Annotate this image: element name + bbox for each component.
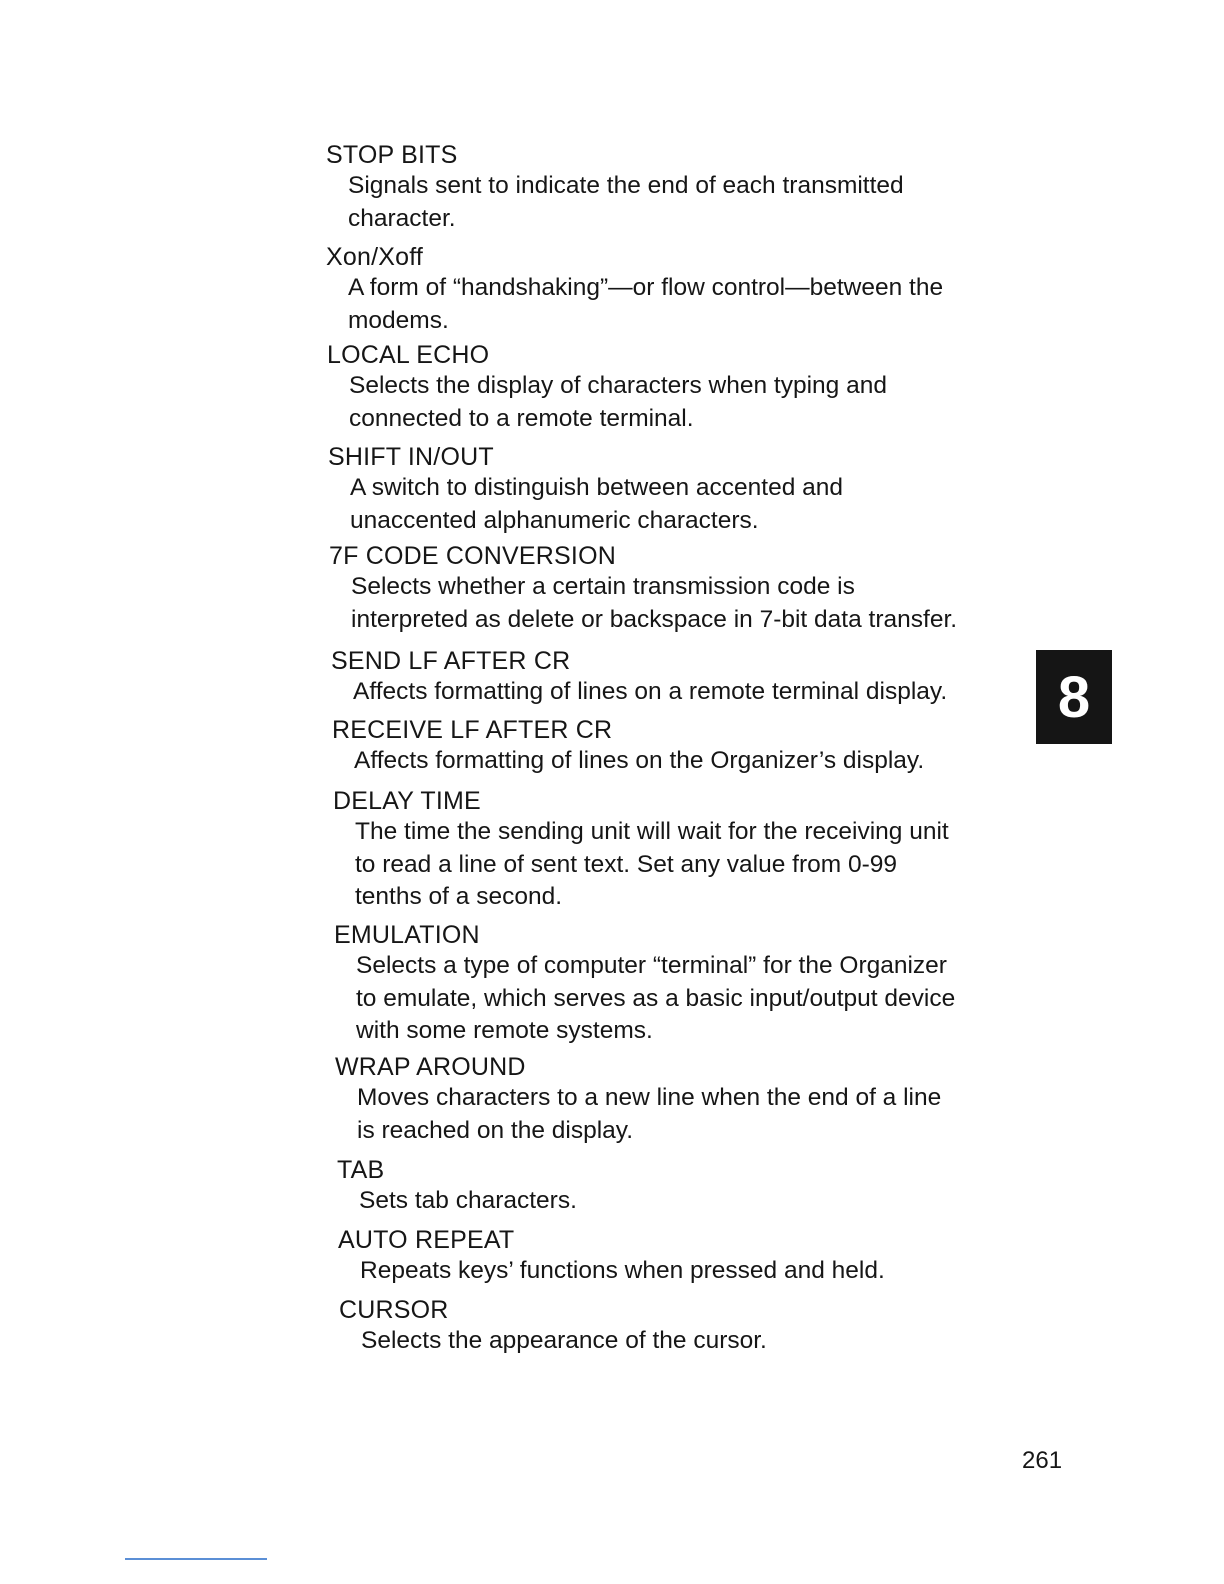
entry-stop-bits [326, 140, 904, 235]
entry-term: DELAY TIME [333, 787, 481, 815]
description-line: connected to a remote terminal. [349, 404, 694, 432]
entry-term: WRAP AROUND [335, 1053, 526, 1081]
entry-wrap-around [335, 1052, 941, 1147]
description-line: Moves characters to a new line when the end of a line [357, 1084, 942, 1111]
entry-term: TAB [337, 1156, 385, 1184]
entry-term: 7F CODE CONVERSION [329, 542, 616, 570]
description-line: The time the sending unit will wait for the receiving unit [355, 818, 949, 845]
description-line: Repeats keys’ functions when pressed and held. [360, 1257, 885, 1284]
description-line: Selects the display of characters when typing and [349, 372, 887, 399]
description-line: unaccented alphanumeric characters. [350, 506, 759, 534]
entry-description [349, 370, 887, 435]
entry-term: STOP BITS [326, 141, 458, 169]
description-line: character. [348, 204, 456, 232]
description-line: Affects formatting of lines on the Organizer’s display. [354, 747, 925, 774]
description-line: Sets tab characters. [359, 1187, 577, 1214]
entry-xon-xoff [326, 242, 943, 337]
description-line: Selects a type of computer “terminal” for the Organizer [356, 952, 947, 979]
entry-7f-code-conversion [329, 541, 957, 636]
entry-term: AUTO REPEAT [338, 1226, 515, 1254]
chapter-tab: 8 [1036, 650, 1112, 744]
entry-shift-in-out [328, 442, 843, 537]
description-line: is reached on the display. [357, 1116, 634, 1144]
entry-description [354, 745, 924, 778]
entry-description [348, 170, 904, 235]
entry-auto-repeat [338, 1225, 885, 1288]
entry-description [356, 950, 955, 1048]
entry-description [348, 272, 943, 337]
page-number: 261 [1022, 1447, 1063, 1474]
entry-local-echo [327, 340, 887, 435]
entry-term: SEND LF AFTER CR [331, 647, 571, 675]
bottom-rule [125, 1558, 267, 1560]
description-line: Affects formatting of lines on a remote terminal display. [353, 678, 948, 705]
entry-term: SHIFT IN/OUT [328, 443, 494, 471]
description-line: tenths of a second. [355, 883, 563, 910]
entry-receive-lf-after-cr [332, 715, 924, 778]
description-line: with some remote systems. [356, 1017, 653, 1044]
description-line: modems. [348, 306, 449, 334]
description-line: A form of “handshaking”—or flow control—between the [348, 274, 944, 301]
entry-description [351, 571, 957, 636]
description-line: Selects the appearance of the cursor. [361, 1327, 767, 1354]
entry-tab [337, 1155, 577, 1218]
entry-description [359, 1185, 577, 1218]
description-line: to emulate, which serves as a basic input/output device [356, 984, 956, 1012]
entry-term: RECEIVE LF AFTER CR [332, 716, 613, 744]
description-line: to read a line of sent text. Set any value from 0-99 [355, 850, 898, 878]
entry-delay-time [333, 786, 949, 914]
entry-term: CURSOR [339, 1296, 449, 1324]
description-line: Selects whether a certain transmission code is [351, 573, 855, 600]
entry-description [353, 676, 947, 709]
description-line: Signals sent to indicate the end of each transmitted [348, 172, 904, 199]
entry-description [360, 1255, 885, 1288]
entry-description [350, 472, 843, 537]
entry-cursor [339, 1295, 767, 1358]
description-line: interpreted as delete or backspace in 7-bit data transfer. [351, 605, 958, 633]
description-line: A switch to distinguish between accented and [350, 474, 844, 501]
entry-term: Xon/Xoff [326, 243, 424, 271]
entry-description [355, 816, 949, 914]
entry-description [361, 1325, 767, 1358]
entry-description [357, 1082, 941, 1147]
entry-term: LOCAL ECHO [327, 341, 490, 369]
entry-term: EMULATION [334, 921, 480, 949]
entry-emulation [334, 920, 955, 1048]
entry-send-lf-after-cr [331, 646, 947, 709]
